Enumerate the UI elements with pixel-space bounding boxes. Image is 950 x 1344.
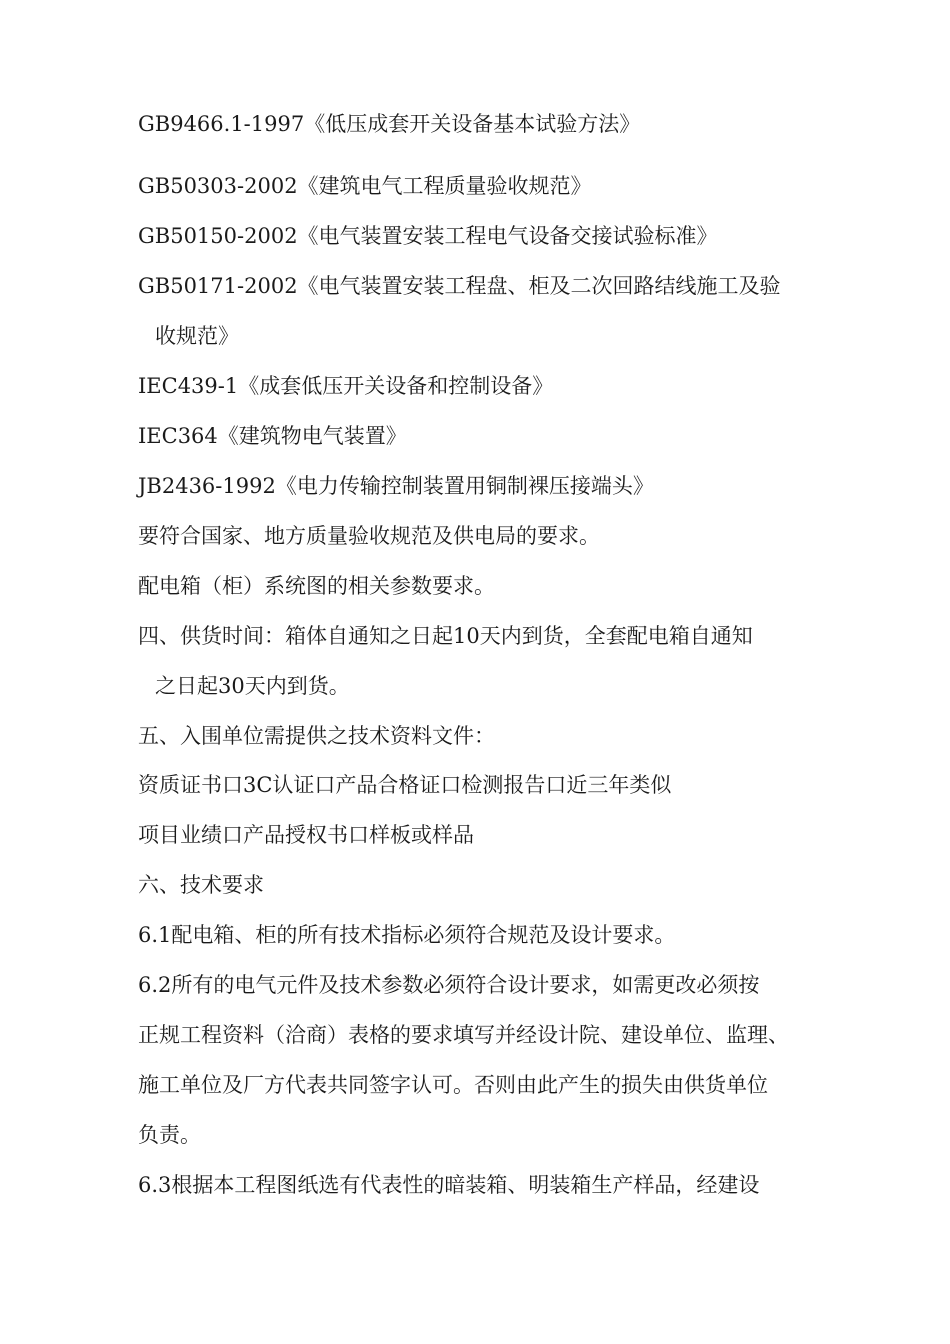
section-technical-requirements: 六、技术要求 [138,873,264,897]
clause-6-1: 6.1配电箱、柜的所有技术指标必须符合规范及设计要求。 [138,923,676,947]
standard-gb50150: GB50150-2002《电气装置安装工程电气设备交接试验标准》 [138,224,718,248]
requirement-national: 要符合国家、地方质量验收规范及供电局的要求。 [138,524,600,548]
requirement-system-diagram: 配电箱（柜）系统图的相关参数要求。 [138,574,495,598]
clause-6-2-cont-2: 施工单位及厂方代表共同签字认可。否则由此产生的损失由供货单位 [138,1073,768,1097]
section-delivery-time-cont: 之日起30天内到货。 [155,674,350,698]
clause-6-2-cont-1: 正规工程资料（洽商）表格的要求填写并经设计院、建设单位、监理、 [138,1023,789,1047]
standard-jb2436: JB2436-1992《电力传输控制装置用铜制裸压接端头》 [138,474,654,498]
clause-6-3: 6.3根据本工程图纸选有代表性的暗装箱、明装箱生产样品，经建设 [138,1173,760,1197]
document-checklist-2: 项目业绩口产品授权书口样板或样品 [138,823,474,847]
document-checklist-1: 资质证书口3C认证口产品合格证口检测报告口近三年类似 [138,773,672,797]
clause-6-2: 6.2所有的电气元件及技术参数必须符合设计要求，如需更改必须按 [138,973,760,997]
section-delivery-time: 四、供货时间：箱体自通知之日起10天内到货，全套配电箱自通知 [138,624,753,648]
clause-6-2-cont-3: 负责。 [138,1123,201,1147]
standard-gb50171-cont: 收规范》 [155,324,239,348]
standard-iec439: IEC439-1《成套低压开关设备和控制设备》 [138,374,554,398]
standard-gb50171: GB50171-2002《电气装置安装工程盘、柜及二次回路结线施工及验 [138,274,781,298]
standard-iec364: IEC364《建筑物电气装置》 [138,424,407,448]
standard-gb9466: GB9466.1-1997《低压成套开关设备基本试验方法》 [138,112,641,136]
section-technical-documents: 五、入围单位需提供之技术资料文件： [138,724,495,748]
standard-gb50303: GB50303-2002《建筑电气工程质量验收规范》 [138,174,592,198]
